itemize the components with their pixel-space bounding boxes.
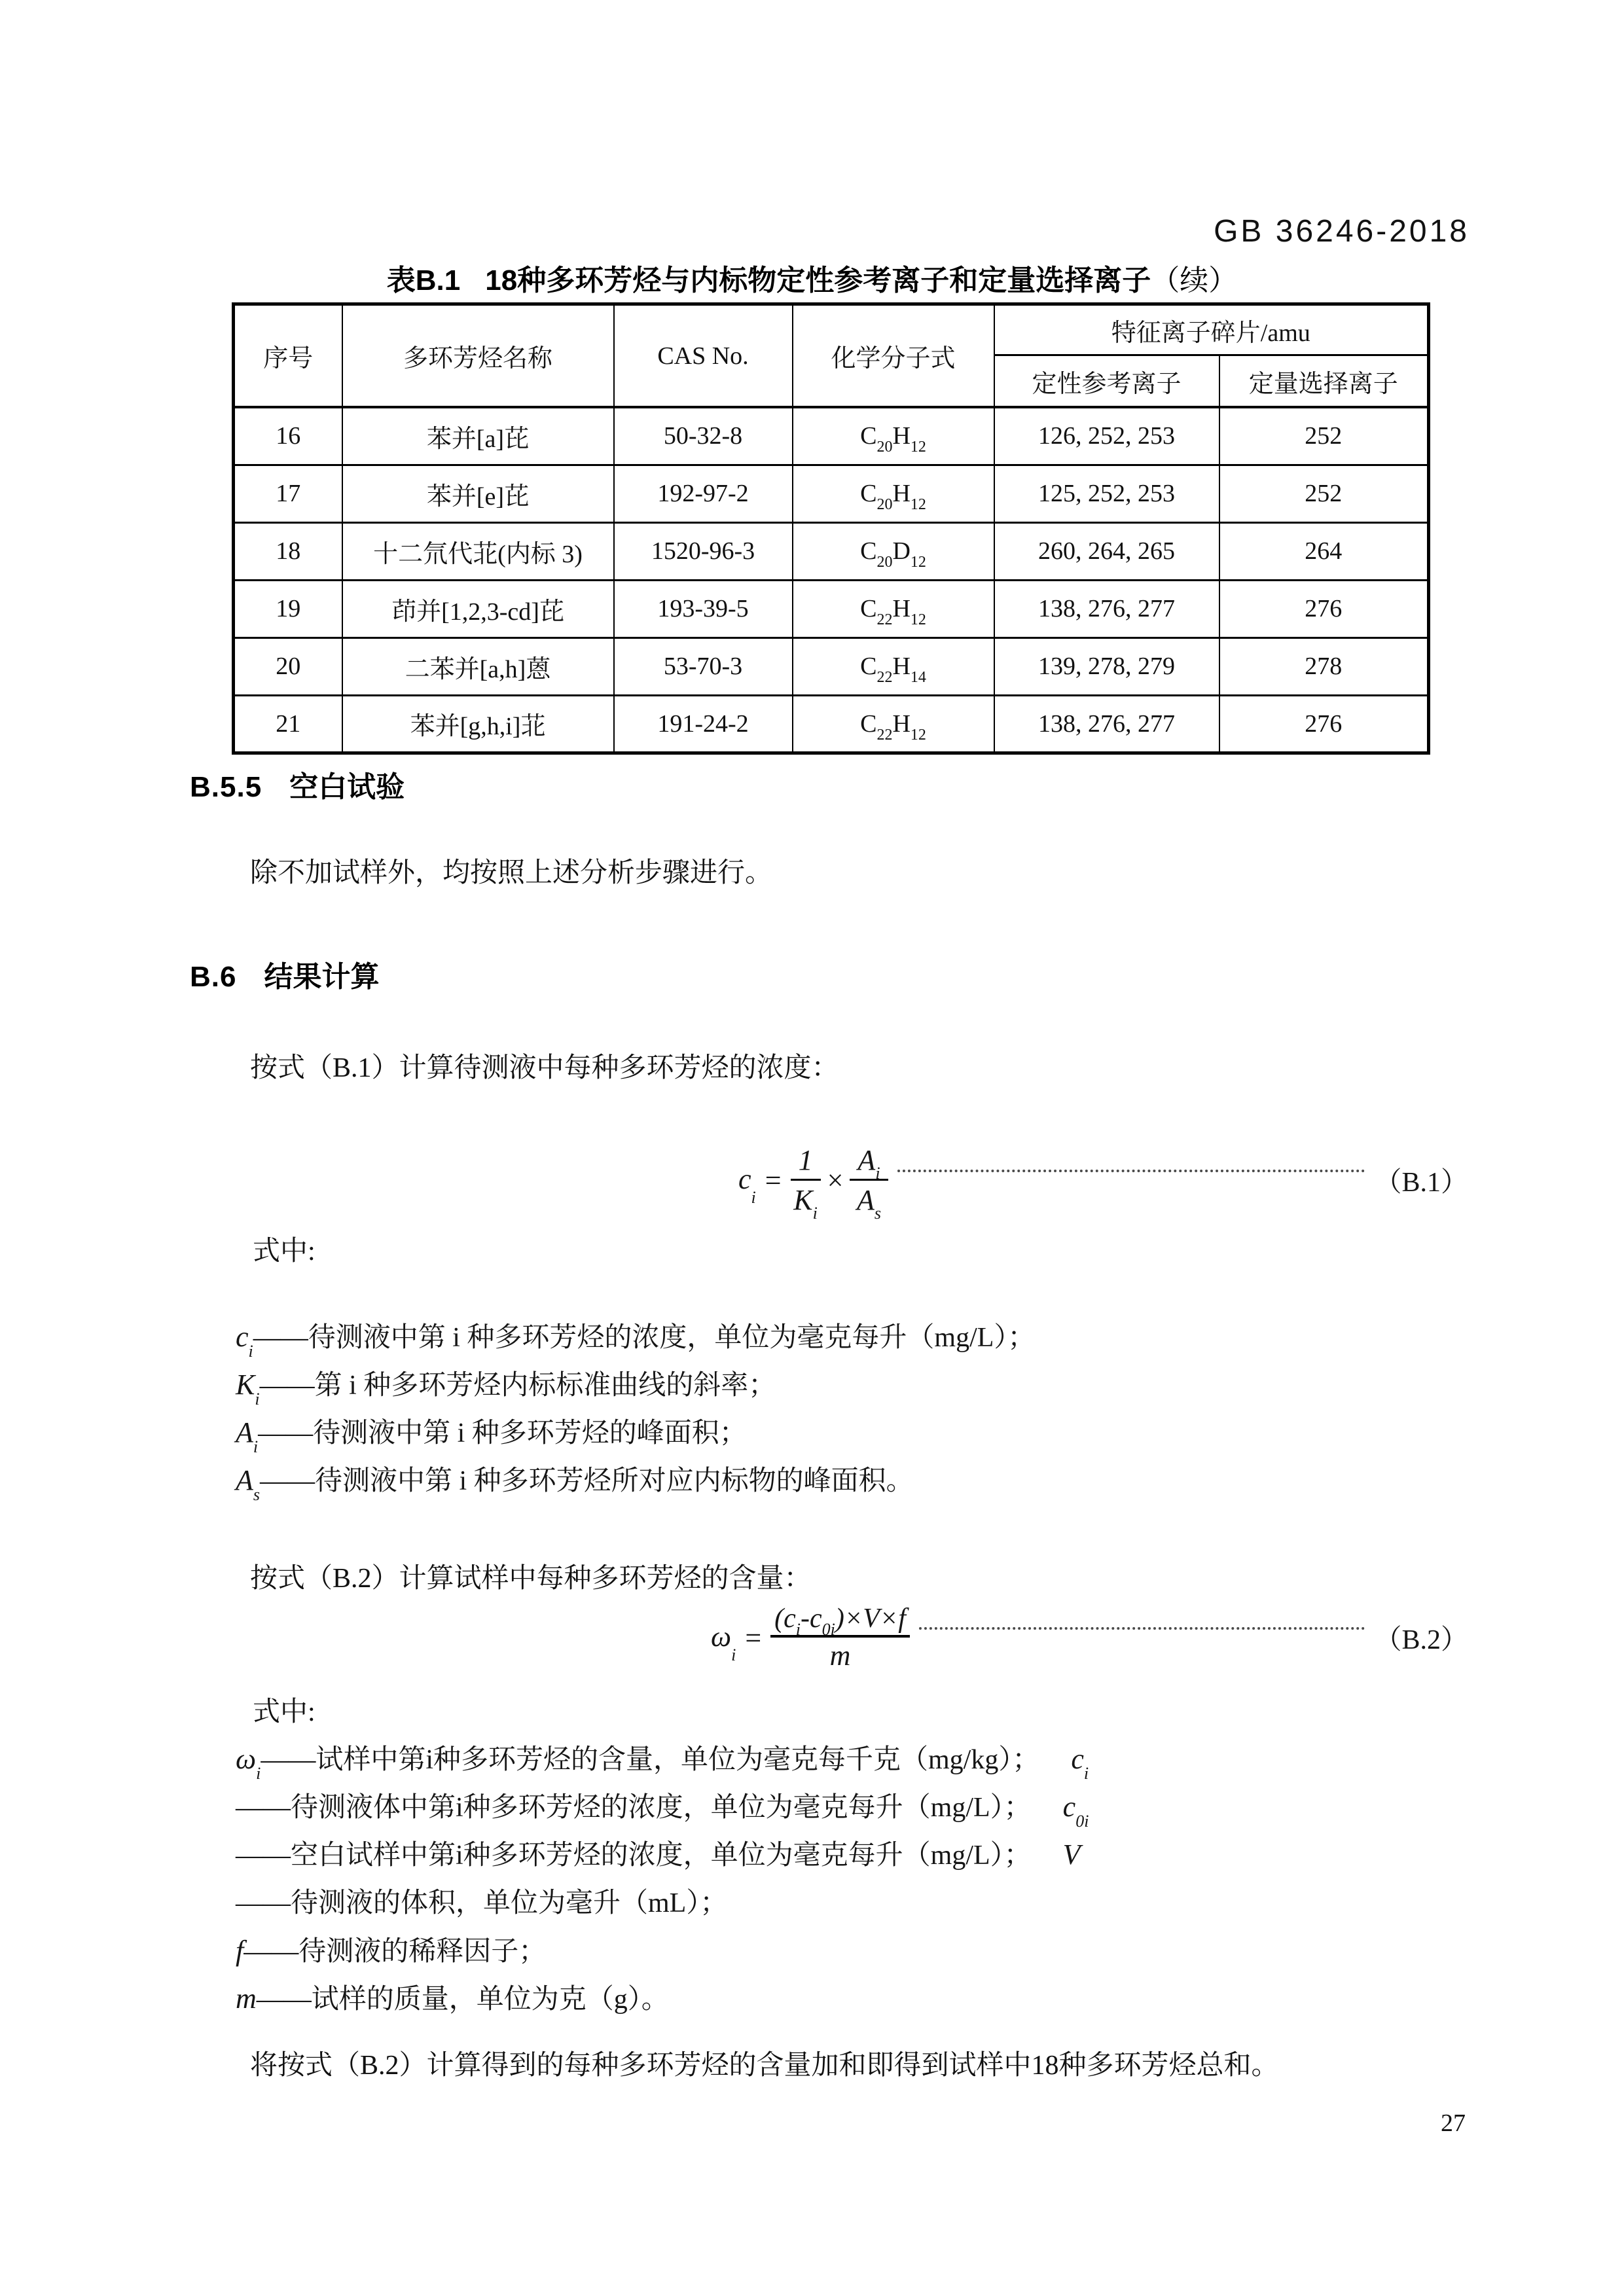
- col-header-formula: 化学分子式: [793, 304, 994, 408]
- equals-sign: =: [745, 1621, 762, 1654]
- table-row: [234, 522, 1429, 580]
- paragraph-closing: 将按式（B.2）计算得到的每种多环芳烃的含量加和即得到试样中18种多环芳烃总和。: [250, 2051, 1279, 2081]
- formula-b2-lhs: $\omega_i$: [711, 1621, 736, 1664]
- definition-line: ——空白试样中第i种多环芳烃的浓度，单位为毫克每升（mg/L）； V: [236, 1839, 1081, 1871]
- table-row: [234, 465, 1429, 522]
- definition-line: m——试样的质量，单位为克（g）。: [236, 1982, 669, 2015]
- cell-quantitative-ion: 276: [1219, 580, 1429, 637]
- cell-formula: $C_{20}H_{12}$: [793, 465, 994, 522]
- dot-leader: [919, 1627, 1365, 1630]
- formula-b1-label: （B.1）: [1374, 1168, 1468, 1198]
- cell-seq: 21: [234, 695, 342, 753]
- dot-leader: [897, 1170, 1365, 1172]
- cell-qualitative-ions: 125, 252, 253: [994, 465, 1219, 522]
- cell-qualitative-ions: 138, 276, 277: [994, 695, 1219, 753]
- cell-formula: $C_{20}H_{12}$: [793, 407, 994, 465]
- cell-name: 二苯并[a,h]蒽: [342, 637, 614, 695]
- definition-line: $\omega_i——$试样中第i种多环芳烃的含量，单位为毫克每千克（mg/kg）； $c_i$: [236, 1743, 1089, 1783]
- formula-b2-label: （B.2）: [1374, 1625, 1468, 1655]
- cell-seq: 20: [234, 637, 342, 695]
- definition-line: $A_s——$待测液中第 i 种多环芳烃所对应内标物的峰面积。: [236, 1464, 914, 1504]
- table-row: [234, 407, 1429, 465]
- multiply-sign: ×: [827, 1164, 844, 1196]
- formula-b1-lhs: $c_i$: [738, 1163, 756, 1207]
- table-title-continued: （续）: [1151, 264, 1238, 296]
- cell-name: 十二氘代苝(内标 3): [342, 522, 614, 580]
- section-title: 空白试验: [289, 771, 405, 803]
- section-heading-b6: [190, 953, 379, 995]
- col-header-name: 多环芳烃名称: [342, 304, 614, 408]
- formula-b2-fraction: $\frac{(c_i-c_{0i})\times V\times f}{m}$: [770, 1605, 910, 1670]
- cell-cas: 191-24-2: [614, 695, 793, 753]
- table-row: [234, 637, 1429, 695]
- cell-qualitative-ions: 138, 276, 277: [994, 580, 1219, 637]
- cell-name: 苯并[g,h,i]苝: [342, 695, 614, 753]
- cell-cas: 192-97-2: [614, 465, 793, 522]
- table-row: [234, 695, 1429, 753]
- cell-cas: 193-39-5: [614, 580, 793, 637]
- cell-name: 苯并[a]芘: [342, 407, 614, 465]
- equals-sign: =: [765, 1164, 782, 1196]
- cell-cas: 53-70-3: [614, 637, 793, 695]
- cell-qualitative-ions: 260, 264, 265: [994, 522, 1219, 580]
- formula-b2: [711, 1592, 1468, 1683]
- formula-b1-fraction-1: $\frac{1}{K_i}$: [791, 1146, 821, 1215]
- cell-formula: $C_{20}D_{12}$: [793, 522, 994, 580]
- table-title-label: 表B.1: [386, 264, 461, 296]
- cell-seq: 16: [234, 407, 342, 465]
- col-header-cas: CAS No.: [614, 304, 793, 408]
- section-number: B.6: [190, 961, 237, 993]
- section-title: 结果计算: [264, 961, 380, 993]
- cell-cas: 1520-96-3: [614, 522, 793, 580]
- cell-formula: $C_{22}H_{12}$: [793, 695, 994, 753]
- cell-quantitative-ion: 252: [1219, 465, 1429, 522]
- where-label-1: 式中:: [253, 1236, 316, 1266]
- paragraph-blank-test: 除不加试样外，均按照上述分析步骤进行。: [250, 858, 773, 888]
- definition-line: ——待测液体中第i种多环芳烃的浓度，单位为毫克每升（mg/L）； $c_{0i}$: [236, 1791, 1089, 1831]
- table-header-row-1: [234, 304, 1429, 355]
- section-heading-b55: [190, 763, 405, 805]
- definition-line: ——待测液的体积，单位为毫升（mL）；: [236, 1888, 728, 1918]
- cell-quantitative-ion: 276: [1219, 695, 1429, 753]
- cell-qualitative-ions: 139, 278, 279: [994, 637, 1219, 695]
- cell-name: 苯并[e]芘: [342, 465, 614, 522]
- paragraph-formula-b1-intro: 按式（B.1）计算待测液中每种多环芳烃的浓度：: [250, 1053, 839, 1083]
- cell-quantitative-ion: 252: [1219, 407, 1429, 465]
- col-header-seq: 序号: [234, 304, 342, 408]
- formula-b1: [738, 1138, 1468, 1223]
- col-header-fragment-group: 特征离子碎片/amu: [994, 304, 1429, 355]
- cell-formula: $C_{22}H_{14}$: [793, 637, 994, 695]
- cell-seq: 19: [234, 580, 342, 637]
- section-number: B.5.5: [190, 771, 262, 803]
- paragraph-formula-b2-intro: 按式（B.2）计算试样中每种多环芳烃的含量：: [250, 1564, 812, 1594]
- formula-b1-fraction-2: $\frac{A_i}{A_s}$: [850, 1146, 888, 1215]
- cell-qualitative-ions: 126, 252, 253: [994, 407, 1219, 465]
- definition-line: $c_i——$待测液中第 i 种多环芳烃的浓度，单位为毫克每升（mg/L）；: [236, 1321, 1036, 1361]
- cell-seq: 17: [234, 465, 342, 522]
- cell-formula: $C_{22}H_{12}$: [793, 580, 994, 637]
- table-row: [234, 580, 1429, 637]
- cell-cas: 50-32-8: [614, 407, 793, 465]
- table-title-text: 18种多环芳烃与内标物定性参考离子和定量选择离子: [485, 264, 1151, 296]
- definition-line: $K_i——$第 i 种多环芳烃内标标准曲线的斜率；: [236, 1369, 776, 1408]
- col-header-quantitative: 定量选择离子: [1219, 355, 1429, 408]
- cell-seq: 18: [234, 522, 342, 580]
- standard-number: GB 36246-2018: [1214, 214, 1470, 249]
- where-label-2: 式中:: [253, 1697, 316, 1727]
- cell-quantitative-ion: 278: [1219, 637, 1429, 695]
- cell-name: 茚并[1,2,3-cd]芘: [342, 580, 614, 637]
- definition-line: f——待测液的稀释因子；: [236, 1935, 547, 1967]
- table-title: [0, 257, 1624, 298]
- col-header-qualitative: 定性参考离子: [994, 355, 1219, 408]
- pah-ions-table: [232, 302, 1430, 755]
- cell-quantitative-ion: 264: [1219, 522, 1429, 580]
- page-number: 27: [1441, 2109, 1466, 2137]
- definition-line: $A_i——$待测液中第 i 种多环芳烃的峰面积；: [236, 1416, 747, 1456]
